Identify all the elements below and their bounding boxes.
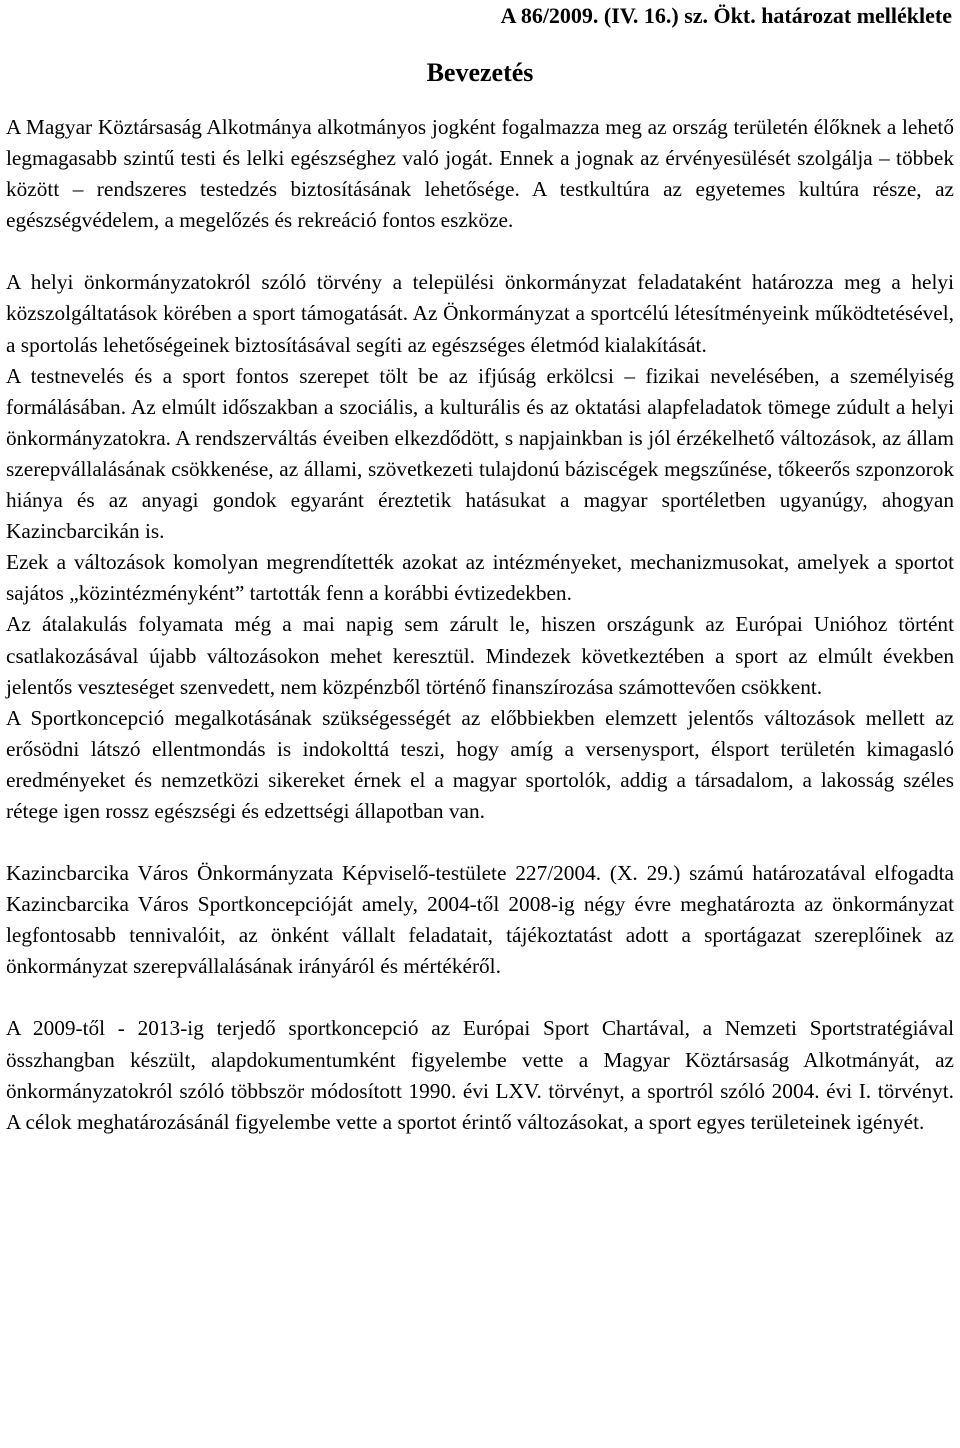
paragraph-transformation: Az átalakulás folyamata még a mai napig sem zárult le, hiszen országunk az Európai Unióhoz történt csatlakozásával újabb változásokon mehet keresztül. Mindezek következtében a sport az elmúlt években jelentős veszteséget szenvedett, nem közpénzből történő finanszírozása számottevően csökkent. (6, 612, 954, 699)
document-header: A 86/2009. (IV. 16.) sz. Ökt. határozat melléklete (500, 3, 952, 28)
paragraph-intro: A Magyar Köztársaság Alkotmánya alkotmányos jogként fogalmazza meg az ország területén élőknek a lehető legmagasabb szintű testi és lelki egészséghez való jogát. Ennek a jognak az érvényesülését szolgálja – többek között – rendszeres testedzés biztosításának lehetősége. A testkultúra az egyetemes kultúra része, az egészségvédelem, a megelőzés és rekreáció fontos eszköze. (6, 115, 954, 233)
paragraph-sport-concept-need: A Sportkoncepció megalkotásának szükségességét az előbbiekben elemzett jelentős változások mellett az erősödni látszó ellentmondás is indokolttá teszi, hogy amíg a versenysport, élsport területén kimagasló eredményeket és nemzetközi sikereket érnek el a magyar sportolók, addig a társadalom, a lakosság széles rétege igen rossz egészségi és edzettségi állapotban van. (6, 705, 954, 823)
paragraph-gap (6, 236, 954, 267)
paragraph-gap (6, 982, 954, 1013)
paragraph-local-government: A helyi önkormányzatokról szóló törvény a települési önkormányzat feladataként határozza meg a helyi közszolgáltatások körében a sport támogatását. Az Önkormányzat a sportcélú létesítményeink működtetésével, a sportolás lehetőségeinek biztosításával segíti az egészséges életmód kialakítását. (6, 270, 954, 357)
paragraph-council-resolution: Kazincbarcika Város Önkormányzata Képviselő-testülete 227/2004. (X. 29.) számú határozatával elfogadta Kazincbarcika Város Sportkoncepcióját amely, 2004-től 2008-ig négy évre meghatározta az önkormányzat legfontosabb tennivalóit, az önként vállalt feladatait, tájékoztatást adott a sportágazat szereplőinek az önkormányzat szerepvállalásának irányáról és mértékéről. (6, 861, 954, 979)
paragraph-concept-2009-2013: A 2009-től - 2013-ig terjedő sportkoncepció az Európai Sport Chartával, a Nemzeti Sportstratégiával összhangban készült, alapdokumentumként figyelembe vette a Magyar Köztársaság Alkotmányát, az önkormányzatokról szóló többször módosított 1990. évi LXV. törvényt, a sportról szóló 2004. évi I. törvényt. A célok meghatározásánál figyelembe vette a sportot érintő változásokat, a sport egyes területeinek igényét. (6, 1016, 954, 1134)
paragraph-gap (6, 827, 954, 858)
paragraph-changes: Ezek a változások komolyan megrendítették azokat az intézményeket, mechanizmusokat, amelyek a sportot sajátos „közintézményként” tartották fenn a korábbi évtizedekben. (6, 550, 954, 606)
paragraph-physical-education: A testnevelés és a sport fontos szerepet tölt be az ifjúság erkölcsi – fizikai nevelésében, a személyiség formálásában. Az elmúlt időszakban a szociális, a kulturális és az oktatási alapfeladatok tömege zúdult a helyi önkormányzatokra. A rendszerváltás éveiben elkezdődött, s napjainkban is jól érzékelhető változások, az állam szerepvállalásának csökkenése, az állami, szövetkezeti tulajdonú báziscégek megszűnése, tőkeerős szponzorok hiánya és az anyagi gondok egyaránt éreztetik hatásukat a magyar sportéletben ugyanúgy, ahogyan Kazincbarcikán is. (6, 363, 954, 544)
section-title: Bevezetés (426, 58, 534, 87)
